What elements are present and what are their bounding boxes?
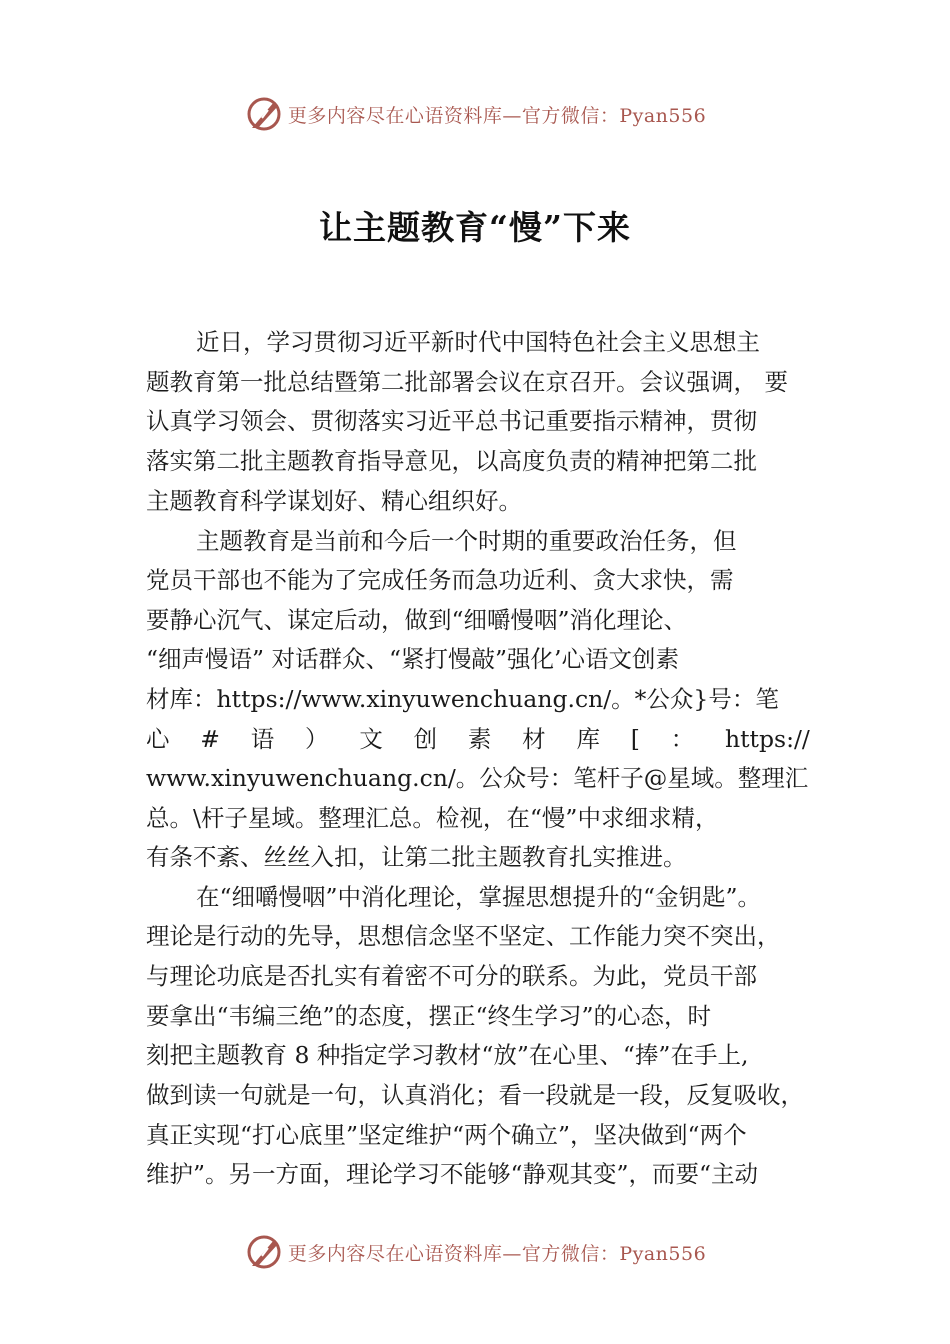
body-line: 要拿出“韦编三绝”的态度，摆正“终生学习”的心态，时 bbox=[146, 1002, 712, 1030]
body-line: 理论是行动的先导，思想信念坚不坚定、工作能力突不突出， bbox=[146, 922, 781, 950]
spread-token: 文 bbox=[359, 725, 383, 753]
spread-token: 心 bbox=[146, 725, 170, 753]
header-banner bbox=[0, 92, 950, 136]
quill-logo-icon bbox=[244, 1232, 284, 1272]
spread-token: 素 bbox=[467, 725, 492, 753]
spread-token: 库 bbox=[576, 725, 600, 753]
body-line: 有条不紊、丝丝入扣，让第二批主题教育扎实推进。 bbox=[146, 843, 687, 871]
body-line: 落实第二批主题教育指导意见，以高度负责的精神把第二批 bbox=[146, 447, 757, 475]
body-line: 真正实现“打心底里”坚定维护“两个确立”，坚决做到“两个 bbox=[146, 1121, 747, 1149]
spread-token: # bbox=[200, 725, 220, 753]
body-line: 做到读一句就是一句，认真消化；看一段就是一段，反复吸收， bbox=[146, 1081, 804, 1109]
body-line: 近日，学习贯彻习近平新时代中国特色社会主义思想主 bbox=[196, 328, 760, 356]
body-line: 党员干部也不能为了完成任务而急功近利、贪大求快，需 bbox=[146, 566, 734, 594]
banner-text: 更多内容尽在心语资料库—官方微信：Pyan556 bbox=[287, 104, 707, 127]
banner-text: 更多内容尽在心语资料库—官方微信：Pyan556 bbox=[287, 1242, 707, 1265]
body-line: 与理论功底是否扎实有着密不可分的联系。为此，党员干部 bbox=[146, 962, 757, 990]
spread-token: 创 bbox=[413, 725, 438, 753]
body-line: www.xinyuwenchuang.cn/。公众号：笔杆子@星域。整理汇 bbox=[146, 764, 809, 792]
spread-token: ） bbox=[305, 725, 329, 753]
body-line: 刻把主题教育 8 种指定学习教材“放”在心里、“捧”在手上, bbox=[146, 1041, 749, 1069]
quill-logo-icon bbox=[244, 94, 284, 134]
body-line: 认真学习领会、贯彻落实习近平总书记重要指示精神，贯彻 bbox=[146, 407, 757, 435]
body-line: 总。\杆子星域。整理汇总。检视，在“慢”中求细求精， bbox=[146, 804, 719, 832]
body-line: 题教育第一批总结暨第二批部署会议在京召开。会议强调， 要 bbox=[146, 368, 788, 396]
spread-token: 材 bbox=[522, 725, 546, 753]
body-line: 在“细嚼慢咽”中消化理论，掌握思想提升的“金钥匙”。 bbox=[196, 883, 762, 911]
body-line: 材库：https://www.xinyuwenchuang.cn/。*公众}号：笔 bbox=[146, 685, 779, 713]
body-line: 主题教育是当前和今后一个时期的重要政治任务，但 bbox=[196, 527, 737, 555]
body-line: 要静心沉气、谋定后动，做到“细嚼慢咽”消化理论、 bbox=[146, 606, 688, 634]
body-line: “细声慢语” 对话群众、“紧打慢敲”强化’心语文创素 bbox=[146, 645, 679, 673]
spread-token: ： bbox=[670, 725, 695, 753]
body-line: 维护”。另一方面，理论学习不能够“静观其变”，而要“主动 bbox=[146, 1160, 759, 1188]
page-title: 让主题教育“慢”下来 bbox=[319, 208, 631, 247]
spread-token: 语 bbox=[250, 725, 275, 753]
spread-token: [ bbox=[630, 725, 640, 753]
footer-banner bbox=[0, 1230, 950, 1274]
body-line-spread bbox=[146, 723, 810, 755]
body-line: 主题教育科学谋划好、精心组织好。 bbox=[146, 487, 522, 515]
spread-token: https:// bbox=[724, 725, 810, 753]
